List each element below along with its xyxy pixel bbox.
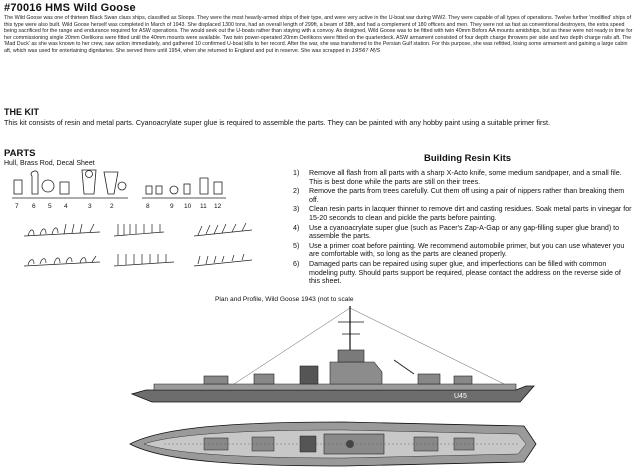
parts-subheading: Hull, Brass Rod, Decal Sheet: [4, 160, 95, 167]
step-text: Use a cyanoacrylate super glue (such as Pacer's Zap-A-Gap or any gap-filling super glue brand) to assemble the parts.: [309, 223, 620, 241]
parts-heading: PARTS: [4, 148, 36, 159]
history-text: The Wild Goose was one of thirteen Black Swan class ships, classified as Sloops. They were the most heavily-armed ships of their type, and were very active in the U-boat war during WW2. They were capable of all types of operations. Twelve further 'modified' ships of this type were also built. Wild Goose herself was completed in March of 1943. She displaced 1300 tons, had an overall length of 299ft, a beam of 38ft, and had a complement of 180 officers and men. They were not as fast as conventional destroyers, the extra speed being sacrificed for the range and endurance required for ASW operations. The would seek out the U-boats rather than staying with a convoy. As designed, Wild Goose was to be fitted with twin 40mm Bofors AA mounts amidships, but as these were not ready in time for her commissioning single 20mm Oerlikons were fitted until the 40mm mounts were available. Two twin power-operated 20mm Oerlikons were fitted on the quarterdeck. ASW armament consisted of four depth charge throwers per side and two depth charge rails aft. The 'Mad Duck' as she was known to her crew, saw action immediately, and gathered 10 confirmed U-boat kills to her record. After the war, she was transferred to the Persian Gulf station. For this purpose, she was refitted, losing some armament and gaining a large cabin aft, which was used for entertaining dignitaries. She served there until 1954, when she returned to England and put in reserve. She was scrapped in: [4, 15, 633, 54]
list-item: [293, 205, 633, 222]
part-number: 10: [184, 203, 192, 210]
list-item: [293, 242, 633, 259]
ship-history-paragraph: [4, 15, 636, 54]
step-number: 3): [293, 205, 300, 214]
part-number: 6: [32, 203, 36, 210]
ship-plan-profile-drawing: [124, 300, 544, 476]
step-text: Remove all flash from all parts with a sharp X-Acto knife, some medium sandpaper, and a small file. This is best done while the parts are still on their trees.: [309, 169, 622, 186]
step-text: Remove the parts from trees carefully. Cut them off using a pair of nippers rather than breaking them off.: [309, 187, 625, 204]
resin-parts-tree-1: [12, 170, 128, 198]
part-number: 4: [64, 203, 68, 210]
step-number: 4): [293, 223, 300, 232]
part-number: 11: [200, 203, 207, 210]
step-number: 6): [293, 259, 300, 268]
part-number: 3: [88, 203, 92, 210]
ship-profile: [132, 306, 534, 402]
step-number: 2): [293, 187, 300, 196]
kit-heading: THE KIT: [4, 107, 39, 117]
step-text: Clean resin parts in lacquer thinner to remove dirt and casting residues. Soak metal parts in vinegar for 15-20 seconds to clean and pickle the parts before painting.: [309, 205, 632, 222]
part-number: 12: [214, 203, 222, 210]
plan-profile-caption: Plan and Profile, Wild Goose 1943 (not to scale: [215, 296, 354, 303]
building-kits-heading: Building Resin Kits: [424, 153, 512, 164]
small-parts-sprues: [24, 223, 252, 266]
kit-description: This kit consists of resin and metal parts. Cyanoacrylate super glue is required to assemble the parts. They can be painted with any hobby paint using a suitable primer first.: [4, 118, 550, 127]
page-title: #70016 HMS Wild Goose: [4, 2, 136, 14]
step-text: Use a primer coat before painting. We recommend automobile primer, but you can use whatever you are comfortable with, so long as the parts are cleaned properly.: [309, 241, 625, 259]
list-item: [293, 169, 633, 186]
handwritten-note: 1956? M/S: [351, 47, 381, 54]
part-number: 7: [15, 203, 19, 210]
part-number: 5: [48, 203, 52, 210]
ship-plan-view: [130, 422, 536, 466]
list-item: [293, 187, 633, 204]
assembly-steps-list: [293, 169, 633, 287]
hull-number: U45: [454, 393, 467, 400]
step-number: 1): [293, 169, 300, 177]
step-text: Damaged parts can be repaired using super glue, and imperfections can be filled with common modeling putty. Should parts support be required, please contact the address on the reverse side of this sheet.: [309, 259, 621, 286]
list-item: [293, 224, 633, 241]
part-number: 2: [110, 203, 114, 210]
list-item: [293, 260, 633, 286]
resin-parts-tree-2: [142, 178, 226, 198]
part-number: 9: [170, 203, 174, 210]
part-number: 8: [146, 203, 150, 210]
step-number: 5): [293, 241, 300, 250]
